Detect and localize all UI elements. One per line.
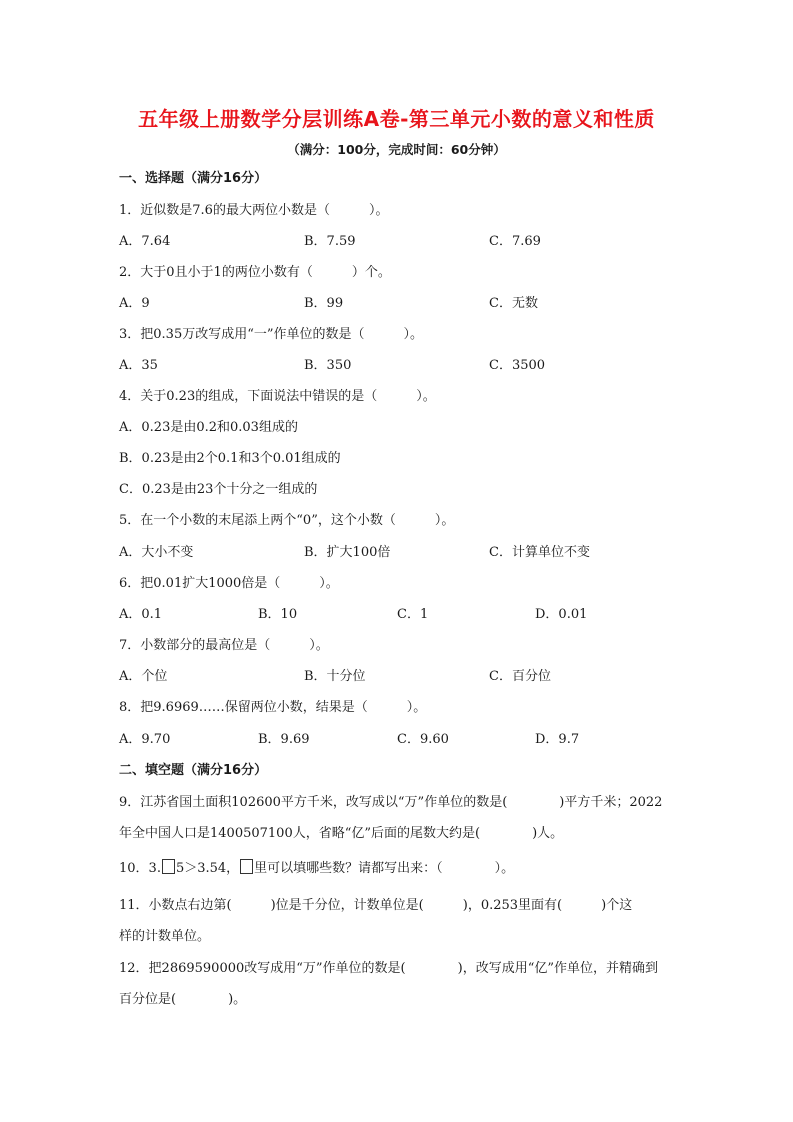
- q1-option-b: B．7.59: [304, 234, 356, 249]
- question-3: 3．把0.35万改写成用“一”作单位的数是（ ）。: [119, 327, 424, 342]
- question-2: 2．大于0且小于1的两位小数有（ ）个。: [119, 265, 391, 280]
- q7-option-c: C．百分位: [489, 669, 551, 684]
- q8-option-c: C．9.60: [397, 732, 449, 747]
- question-10: [119, 857, 514, 876]
- q3-option-a: A．35: [119, 358, 158, 373]
- question-9-line-2: 年全中国人口是1400507100人，省略“亿”后面的尾数大约是( )人。: [119, 826, 564, 841]
- q8-option-a: A．9.70: [119, 732, 171, 747]
- q5-option-a: A．大小不变: [119, 545, 194, 560]
- q2-option-a: A．9: [119, 296, 150, 311]
- section-heading-fill: 二、填空题（满分16分）: [119, 763, 268, 778]
- question-11-line-2: 样的计数单位。: [119, 929, 211, 944]
- q5-option-b: B．扩大100倍: [304, 545, 391, 560]
- q4-option-c: C．0.23是由23个十分之一组成的: [119, 482, 318, 497]
- question-5: 5．在一个小数的末尾添上两个“0”，这个小数（ ）。: [119, 513, 455, 528]
- q7-option-a: A．个位: [119, 669, 168, 684]
- question-11-line-1: 11．小数点右边第( )位是千分位，计数单位是( )，0.253里面有( )个这: [119, 898, 633, 913]
- q1-option-a: A．7.64: [119, 234, 171, 249]
- q4-option-a: A．0.23是由0.2和0.03组成的: [119, 420, 298, 435]
- exam-info: （满分：100分，完成时间：60分钟）: [287, 142, 506, 157]
- q3-option-c: C．3500: [489, 358, 546, 373]
- page-title: 五年级上册数学分层训练A卷-第三单元小数的意义和性质: [138, 107, 655, 131]
- q6-option-c: C．1: [397, 607, 429, 622]
- question-4: 4．关于0.23的组成，下面说法中错误的是（ ）。: [119, 389, 436, 404]
- q10-middle: 5＞3.54，: [175, 861, 240, 876]
- q10-prefix: 10．3.: [119, 861, 161, 876]
- q3-option-b: B．350: [304, 358, 352, 373]
- blank-box: [240, 859, 253, 874]
- question-9-line-1: 9．江苏省国土面积102600平方千米，改写成以“万”作单位的数是( )平方千米；2022: [119, 795, 663, 810]
- question-8: 8．把9.6969……保留两位小数，结果是（ ）。: [119, 700, 427, 715]
- q6-option-b: B．10: [258, 607, 298, 622]
- q2-option-b: B．99: [304, 296, 344, 311]
- question-7: 7．小数部分的最高位是（ ）。: [119, 638, 329, 653]
- q8-option-b: B．9.69: [258, 732, 310, 747]
- q10-suffix: 里可以填哪些数？请都写出来：（ ）。: [254, 861, 515, 876]
- blank-box: [162, 859, 175, 874]
- q2-option-c: C．无数: [489, 296, 538, 311]
- question-12-line-1: 12．把2869590000改写成用“万”作单位的数是( )，改写成用“亿”作单位，并精确到: [119, 961, 658, 976]
- q6-option-d: D．0.01: [535, 607, 588, 622]
- section-heading-choice: 一、选择题（满分16分）: [119, 171, 268, 186]
- q6-option-a: A．0.1: [119, 607, 163, 622]
- q8-option-d: D．9.7: [535, 732, 580, 747]
- q1-option-c: C．7.69: [489, 234, 541, 249]
- question-6: 6．把0.01扩大1000倍是（ ）。: [119, 576, 339, 591]
- q5-option-c: C．计算单位不变: [489, 545, 590, 560]
- q7-option-b: B．十分位: [304, 669, 366, 684]
- question-1: 1．近似数是7.6的最大两位小数是（ ）。: [119, 203, 389, 218]
- q4-option-b: B．0.23是由2个0.1和3个0.01组成的: [119, 451, 341, 466]
- question-12-line-2: 百分位是( )。: [119, 992, 247, 1007]
